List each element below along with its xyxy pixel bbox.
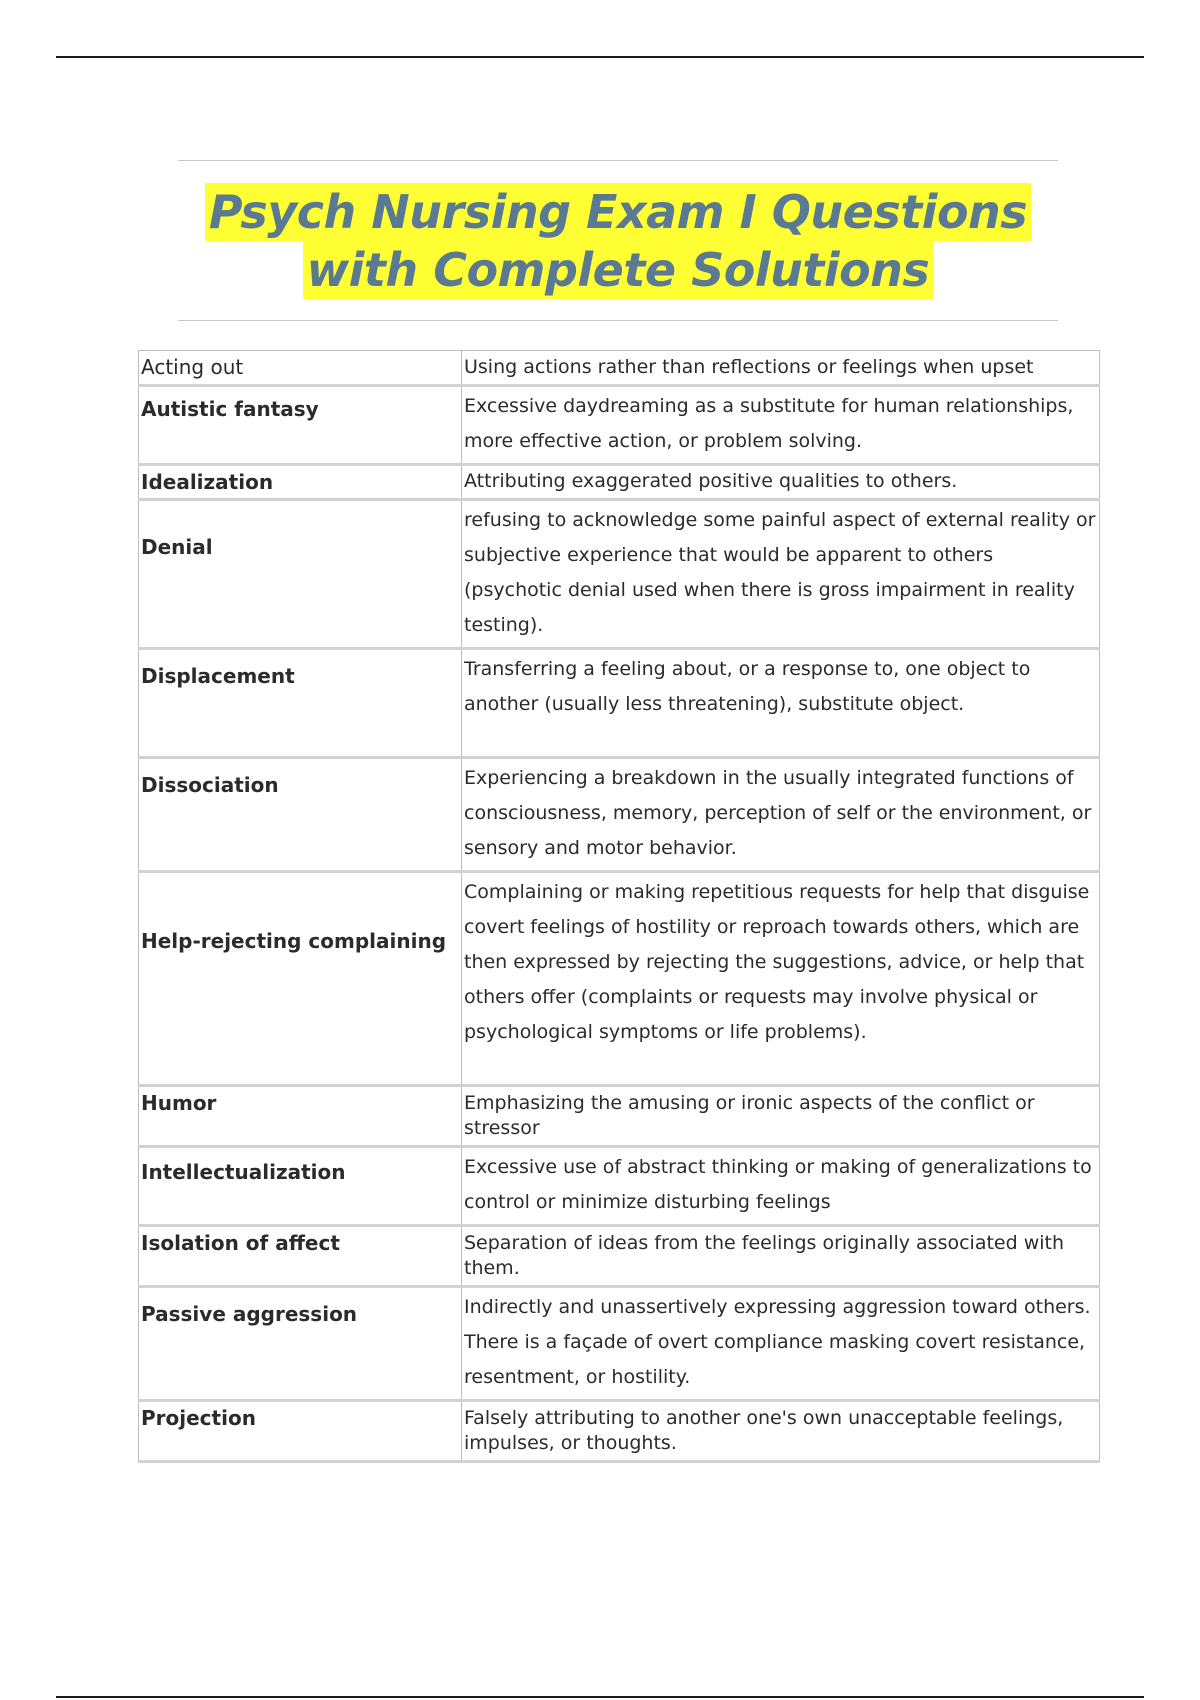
definition-cell: refusing to acknowledge some painful aspect of external reality or subjective experience that would be apparent to others (psychotic denial used when there is gross impairment in reality testing).: [462, 500, 1100, 649]
title-block: [178, 160, 1058, 321]
definition-cell: Using actions rather than reflections or feelings when upset: [462, 351, 1100, 386]
table-row: [139, 351, 1100, 386]
bottom-page-rule: [56, 1696, 1144, 1698]
table-row: [139, 1147, 1100, 1226]
table-row: [139, 500, 1100, 649]
definition-cell: Attributing exaggerated positive qualities to others.: [462, 465, 1100, 500]
table-row: [139, 1226, 1100, 1287]
term-cell: Autistic fantasy: [139, 386, 462, 465]
definition-cell: Emphasizing the amusing or ironic aspects of the conflict or stressor: [462, 1086, 1100, 1147]
table-row: [139, 649, 1100, 758]
table-row: [139, 872, 1100, 1086]
term-cell: Passive aggression: [139, 1287, 462, 1401]
definition-cell: Excessive use of abstract thinking or making of generalizations to control or minimize disturbing feelings: [462, 1147, 1100, 1226]
definition-cell: Indirectly and unassertively expressing aggression toward others. There is a façade of overt compliance masking covert resistance, resentment, or hostility.: [462, 1287, 1100, 1401]
table-row: [139, 1401, 1100, 1462]
definition-cell: Excessive daydreaming as a substitute for human relationships, more effective action, or problem solving.: [462, 386, 1100, 465]
definitions-table: [138, 350, 1100, 1463]
term-cell: Humor: [139, 1086, 462, 1147]
top-page-rule: [56, 56, 1144, 58]
term-cell: Help-rejecting complaining: [139, 872, 462, 1086]
term-cell: Projection: [139, 1401, 462, 1462]
table-row: [139, 1086, 1100, 1147]
term-cell: Isolation of affect: [139, 1226, 462, 1287]
table-row: [139, 465, 1100, 500]
table-row: [139, 386, 1100, 465]
definition-cell: Complaining or making repetitious requests for help that disguise covert feelings of hostility or reproach towards others, which are then expressed by rejecting the suggestions, advice, or help that others offer (complaints or requests may involve physical or psychological symptoms or life problems).: [462, 872, 1100, 1086]
term-cell: Idealization: [139, 465, 462, 500]
term-cell: Denial: [139, 500, 462, 649]
term-cell: Dissociation: [139, 758, 462, 872]
definition-cell: Falsely attributing to another one's own unacceptable feelings, impulses, or thoughts.: [462, 1401, 1100, 1462]
table-row: [139, 758, 1100, 872]
term-cell: Displacement: [139, 649, 462, 758]
term-cell: Acting out: [139, 351, 462, 386]
document-title-line-1: Psych Nursing Exam I Questions: [205, 183, 1031, 241]
definition-cell: Experiencing a breakdown in the usually integrated functions of consciousness, memory, perception of self or the environment, or sensory and motor behavior.: [462, 758, 1100, 872]
definition-cell: Transferring a feeling about, or a response to, one object to another (usually less threatening), substitute object.: [462, 649, 1100, 758]
definition-cell: Separation of ideas from the feelings originally associated with them.: [462, 1226, 1100, 1287]
table-row: [139, 1287, 1100, 1401]
term-cell: Intellectualization: [139, 1147, 462, 1226]
document-title-line-2: with Complete Solutions: [303, 241, 934, 299]
